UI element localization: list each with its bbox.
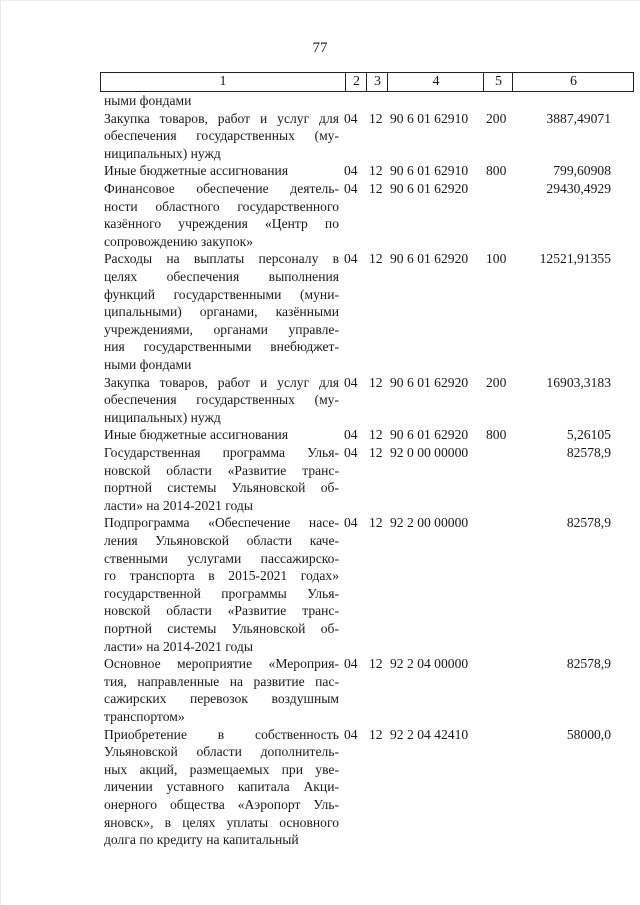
scan-edge bbox=[0, 0, 640, 1]
row-name-line: ниципальных) нужд bbox=[104, 145, 221, 161]
row-name-line: обеспечения государственных (му- bbox=[104, 392, 339, 408]
row-name-line: Расходы на выплаты персоналу в bbox=[104, 251, 339, 267]
cell-c4: 92 2 04 42410 bbox=[390, 726, 469, 742]
cell-c6: 82578,9 bbox=[566, 656, 611, 672]
cell-c3: 12 bbox=[369, 110, 383, 126]
row-name-line: яновск», в целях уплаты основного bbox=[104, 814, 339, 830]
cell-c6: 82578,9 bbox=[566, 515, 611, 531]
row-name-line: ных акций, размещаемых при уве- bbox=[104, 761, 339, 777]
table-row bbox=[0, 110, 640, 163]
row-name-line: ципальными) органами, казёнными bbox=[104, 304, 339, 320]
cell-c5: 100 bbox=[486, 251, 507, 267]
row-name-line: Финансовое обеспечение деятель- bbox=[104, 181, 339, 196]
cell-c4: 92 0 00 00000 bbox=[390, 445, 469, 460]
row-name bbox=[104, 426, 339, 444]
row-name bbox=[104, 374, 339, 427]
cell-c3: 12 bbox=[369, 656, 383, 672]
row-name-line: сажирских перевозок воздушным bbox=[104, 691, 339, 707]
cell-c2: 04 bbox=[344, 181, 358, 196]
row-name-line: портной системы Ульяновской об- bbox=[104, 620, 339, 636]
cell-c3: 12 bbox=[369, 163, 383, 179]
cell-c4: 90 6 01 62920 bbox=[390, 374, 469, 390]
cell-c2: 04 bbox=[344, 726, 358, 742]
table-row bbox=[0, 92, 640, 110]
cell-c4: 90 6 01 62920 bbox=[390, 427, 469, 443]
cell-c3: 12 bbox=[369, 374, 383, 390]
row-name-line: Ульяновской области дополнитель- bbox=[104, 744, 339, 760]
table-row bbox=[0, 726, 640, 849]
cell-c3: 12 bbox=[369, 515, 383, 531]
cell-c6: 12521,91355 bbox=[539, 251, 611, 267]
row-name-line: ласти» на 2014-2021 годы bbox=[104, 638, 253, 654]
cell-c4: 90 6 01 62920 bbox=[390, 181, 469, 196]
cell-c6: 799,60908 bbox=[553, 163, 611, 179]
cell-c6: 5,26105 bbox=[566, 427, 611, 443]
table-row bbox=[0, 180, 640, 250]
row-name-line: го транспорта в 2015-2021 годах» bbox=[104, 568, 339, 584]
cell-c2: 04 bbox=[344, 656, 358, 672]
row-name-line: Подпрограмма «Обеспечение насе- bbox=[104, 515, 339, 531]
table-row bbox=[0, 655, 640, 725]
cell-c5: 200 bbox=[486, 374, 507, 390]
row-name-line: транспортом» bbox=[104, 708, 185, 724]
row-name-line: новской области «Развитие транс- bbox=[104, 462, 339, 478]
row-name bbox=[104, 250, 339, 373]
table-row bbox=[0, 426, 640, 444]
row-name-line: онерного общества «Аэропорт Уль- bbox=[104, 796, 339, 812]
row-name-line: учреждениями, органами управле- bbox=[104, 321, 339, 337]
cell-c2: 04 bbox=[344, 445, 358, 460]
row-name-line: государственной программы Улья- bbox=[104, 585, 339, 601]
cell-c2: 04 bbox=[344, 251, 358, 267]
header-col-4: 4 bbox=[387, 73, 484, 91]
cell-c6: 29430,4929 bbox=[546, 181, 611, 196]
cell-c3: 12 bbox=[369, 251, 383, 267]
row-name-line: Государственная программа Улья- bbox=[104, 445, 339, 460]
cell-c5: 800 bbox=[486, 427, 507, 443]
cell-c5: 800 bbox=[486, 163, 507, 179]
row-name-line: Закупка товаров, работ и услуг для bbox=[104, 374, 339, 390]
cell-c3: 12 bbox=[369, 181, 383, 196]
row-name-line: Приобретение в собственность bbox=[104, 726, 339, 742]
row-name-line: сопровождению закупок» bbox=[104, 233, 254, 249]
cell-c4: 90 6 01 62920 bbox=[390, 251, 469, 267]
cell-c3: 12 bbox=[369, 427, 383, 443]
row-name-line: функций государственными (муни- bbox=[104, 286, 339, 302]
page-number: 77 bbox=[312, 40, 328, 56]
row-name-line: портной системы Ульяновской об- bbox=[104, 480, 339, 496]
row-name-line: личении уставного капитала Акци- bbox=[104, 779, 339, 795]
row-name-line: Иные бюджетные ассигнования bbox=[104, 163, 289, 179]
cell-c2: 04 bbox=[344, 110, 358, 126]
cell-c5: 200 bbox=[486, 110, 507, 126]
row-name-line: тия, направленные на развитие пас- bbox=[104, 673, 339, 689]
row-name bbox=[104, 514, 339, 655]
row-name-line: новской области «Развитие транс- bbox=[104, 603, 339, 619]
row-name-line: Иные бюджетные ассигнования bbox=[104, 427, 289, 443]
header-col-5: 5 bbox=[483, 73, 513, 91]
table-row bbox=[0, 162, 640, 180]
cell-c6: 58000,0 bbox=[566, 726, 611, 742]
row-name bbox=[104, 110, 339, 163]
cell-c4: 90 6 01 62910 bbox=[390, 110, 469, 126]
row-name-line: ными фондами bbox=[104, 93, 192, 108]
cell-c6: 82578,9 bbox=[566, 445, 611, 460]
row-name-line: ными фондами bbox=[104, 356, 192, 372]
row-name bbox=[104, 162, 339, 180]
header-col-3: 3 bbox=[366, 73, 388, 91]
cell-c4: 92 2 00 00000 bbox=[390, 515, 469, 531]
cell-c2: 04 bbox=[344, 374, 358, 390]
row-name bbox=[104, 92, 339, 110]
row-name-line: Основное мероприятие «Мероприя- bbox=[104, 656, 339, 672]
row-name-line: долга по кредиту на капитальный bbox=[104, 832, 299, 848]
header-col-2: 2 bbox=[345, 73, 367, 91]
cell-c4: 90 6 01 62910 bbox=[390, 163, 469, 179]
table-row bbox=[0, 444, 640, 514]
cell-c6: 3887,49071 bbox=[546, 110, 611, 126]
table-row bbox=[0, 374, 640, 427]
row-name-line: целях обеспечения выполнения bbox=[104, 268, 339, 284]
row-name-line: ласти» на 2014-2021 годы bbox=[104, 497, 253, 513]
row-name-line: ления Ульяновской области каче- bbox=[104, 532, 339, 548]
cell-c6: 16903,3183 bbox=[546, 374, 611, 390]
cell-c3: 12 bbox=[369, 445, 383, 460]
row-name-line: ниципальных) нужд bbox=[104, 409, 221, 425]
row-name-line: ственными услугами пассажирско- bbox=[104, 550, 339, 566]
header-col-1: 1 bbox=[219, 74, 227, 89]
table-row bbox=[0, 514, 640, 655]
row-name-line: ности областного государственного bbox=[104, 198, 339, 214]
row-name-line: обеспечения государственных (му- bbox=[104, 128, 339, 144]
table-header bbox=[100, 72, 634, 92]
row-name bbox=[104, 180, 339, 250]
row-name-line: ния государственными внебюджет- bbox=[104, 339, 339, 355]
cell-c4: 92 2 04 00000 bbox=[390, 656, 469, 672]
row-name bbox=[104, 444, 339, 514]
row-name-line: Закупка товаров, работ и услуг для bbox=[104, 110, 339, 126]
table-row bbox=[0, 250, 640, 373]
row-name bbox=[104, 655, 339, 725]
cell-c2: 04 bbox=[344, 427, 358, 443]
row-name-line: казённого учреждения «Центр по bbox=[104, 216, 339, 232]
row-name bbox=[104, 726, 339, 849]
cell-c3: 12 bbox=[369, 726, 383, 742]
cell-c2: 04 bbox=[344, 163, 358, 179]
cell-c2: 04 bbox=[344, 515, 358, 531]
header-col-6: 6 bbox=[512, 73, 634, 91]
